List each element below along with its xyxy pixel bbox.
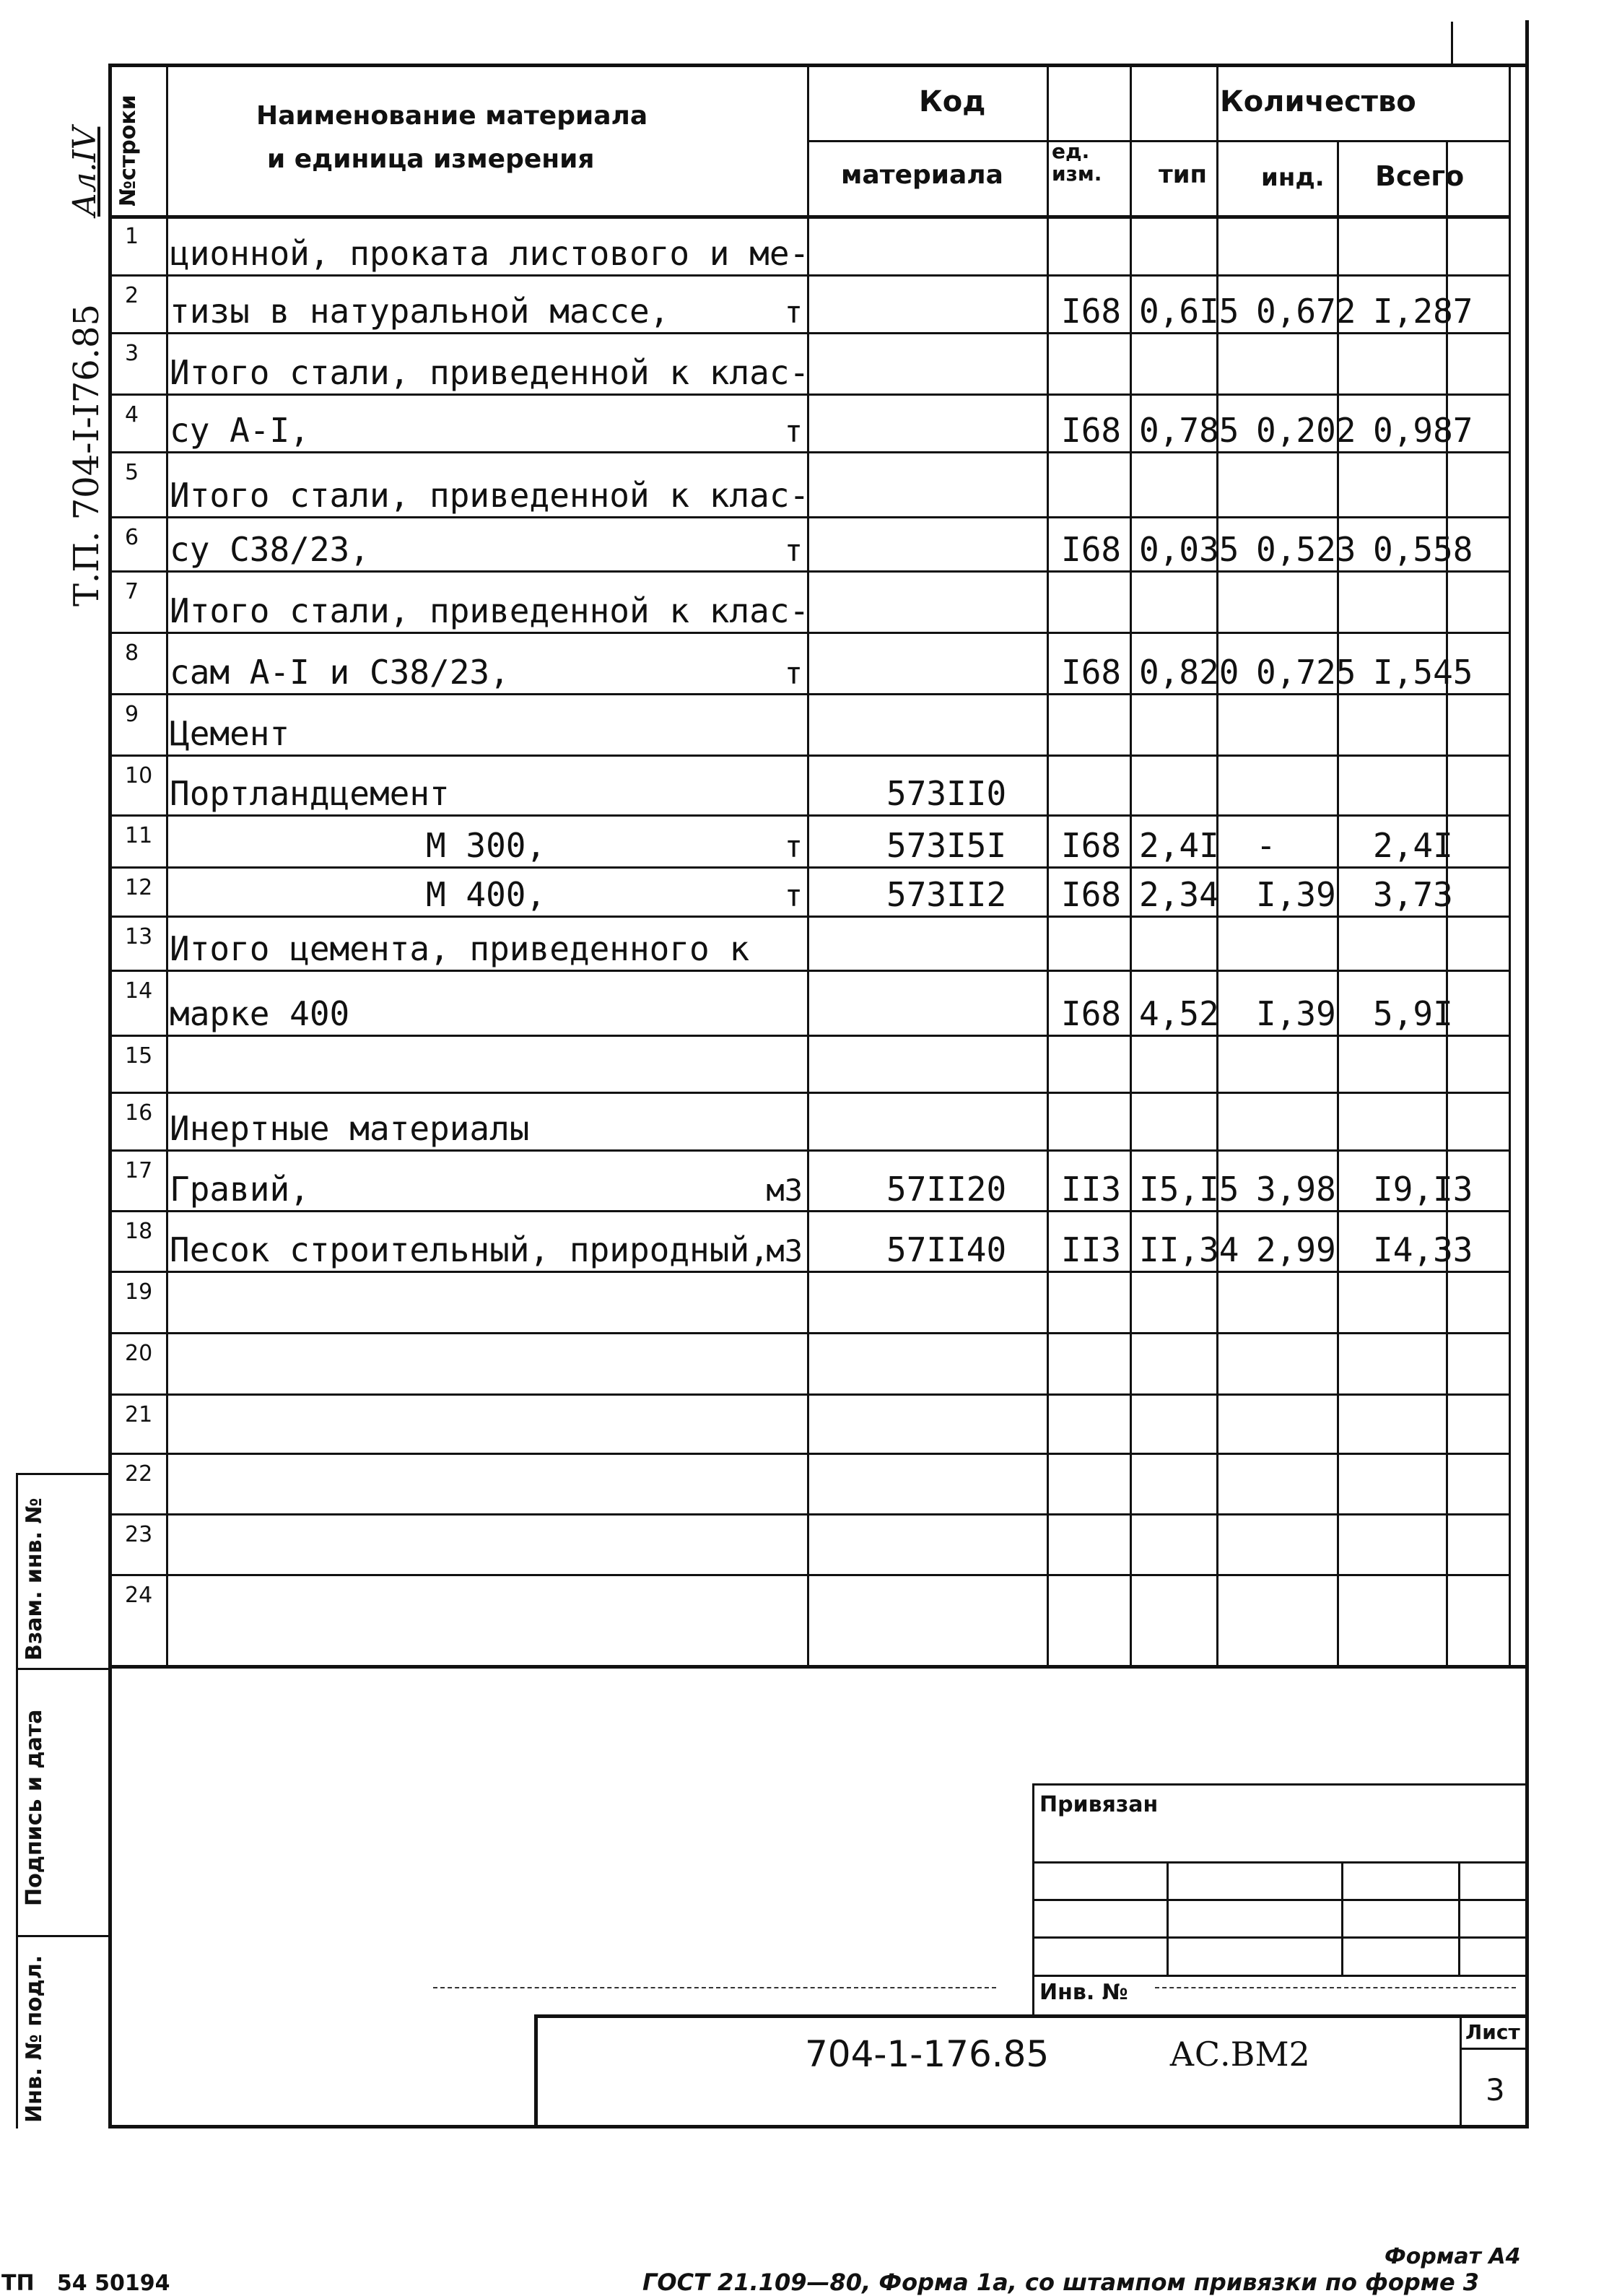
row-number: 3 bbox=[125, 341, 139, 366]
material-name: сам А-I и С38/23, bbox=[170, 653, 510, 692]
unit-code: I68 bbox=[1061, 653, 1122, 692]
row-number: 5 bbox=[125, 460, 139, 485]
row-number: 1 bbox=[125, 224, 139, 249]
header-name-line1: Наименование материала bbox=[256, 101, 648, 131]
label-list: Лист bbox=[1465, 2020, 1520, 2044]
label-privyazan: Привязан bbox=[1039, 1792, 1159, 1817]
material-code: 57II40 bbox=[886, 1230, 1007, 1269]
quantity-individual: 2,99 bbox=[1256, 1230, 1336, 1269]
quantity-total: 2,4I bbox=[1373, 826, 1453, 865]
quantity-individual: 0,672 bbox=[1256, 292, 1356, 331]
quantity-type: II,34 bbox=[1139, 1230, 1239, 1269]
quantity-type: 0,820 bbox=[1139, 653, 1239, 692]
row-number: 7 bbox=[125, 579, 139, 604]
material-name: марке 400 bbox=[170, 994, 350, 1033]
unit-code: I68 bbox=[1061, 530, 1122, 569]
quantity-type: 2,34 bbox=[1139, 875, 1219, 914]
row-number: 19 bbox=[125, 1279, 153, 1305]
material-code: 573I5I bbox=[886, 826, 1007, 865]
footer-left-code: ТП 54 50194 bbox=[1, 2271, 170, 2296]
binding-stamp bbox=[1032, 1783, 1527, 2014]
row-number: 22 bbox=[125, 1461, 153, 1487]
quantity-type: I5,I5 bbox=[1139, 1170, 1239, 1209]
quantity-type: 4,52 bbox=[1139, 994, 1219, 1033]
label-podpis-data: Подпись и дата bbox=[22, 1709, 47, 1906]
quantity-individual: 3,98 bbox=[1256, 1170, 1336, 1209]
unit-code: I68 bbox=[1061, 994, 1122, 1033]
label-inv-podl: Инв. № подл. bbox=[22, 1954, 47, 2123]
table-row bbox=[108, 1332, 1509, 1393]
quantity-total: I4,33 bbox=[1373, 1230, 1473, 1269]
material-name: Цемент bbox=[170, 714, 290, 753]
table-row bbox=[108, 1393, 1509, 1453]
label-inv-no: Инв. № bbox=[1039, 1980, 1128, 2005]
unit-code: I68 bbox=[1061, 826, 1122, 865]
header-code-material: материала bbox=[841, 160, 1003, 190]
quantity-type: 0,785 bbox=[1139, 411, 1239, 450]
quantity-total: I,545 bbox=[1373, 653, 1473, 692]
quantity-total: I,287 bbox=[1373, 292, 1473, 331]
material-name: М 300, bbox=[426, 826, 546, 865]
row-number: 16 bbox=[125, 1100, 153, 1126]
unit-code: I68 bbox=[1061, 875, 1122, 914]
header-code: Код bbox=[919, 85, 986, 118]
row-number: 20 bbox=[125, 1341, 153, 1366]
header-row-number: №строки bbox=[115, 95, 141, 206]
footer-gost: ГОСТ 21.109—80, Форма 1а, со штампом привязки по форме 3 bbox=[642, 2269, 1480, 2296]
table-row bbox=[108, 1513, 1509, 1574]
sheet-number: 3 bbox=[1486, 2072, 1505, 2108]
table-row bbox=[108, 1035, 1509, 1092]
row-number: 8 bbox=[125, 640, 139, 666]
unit-symbol: т bbox=[784, 878, 803, 913]
material-code: 57II20 bbox=[886, 1170, 1007, 1209]
unit-symbol: м3 bbox=[766, 1233, 803, 1269]
unit-code: I68 bbox=[1061, 292, 1122, 331]
unit-symbol: т bbox=[784, 414, 803, 449]
header-name-line2: и единица измерения bbox=[267, 144, 595, 174]
designation-number: 704-1-176.85 bbox=[805, 2033, 1050, 2075]
material-name: Песок строительный, природный, bbox=[170, 1230, 769, 1269]
table-row bbox=[108, 1453, 1509, 1513]
unit-symbol: м3 bbox=[766, 1173, 803, 1208]
material-name: Портландцемент bbox=[170, 774, 450, 813]
row-number: 2 bbox=[125, 283, 139, 308]
document-reference: Т.П. 704-I-I76.85 bbox=[66, 303, 107, 606]
label-vzam-inv: Взам. инв. № bbox=[22, 1497, 47, 1661]
row-number: 10 bbox=[125, 763, 153, 788]
unit-code: I68 bbox=[1061, 411, 1122, 450]
material-name: су А-I, bbox=[170, 411, 310, 450]
unit-symbol: т bbox=[784, 829, 803, 864]
material-name: су С38/23, bbox=[170, 530, 370, 569]
format-label: Формат А4 bbox=[1385, 2244, 1521, 2269]
table-row bbox=[108, 1574, 1509, 1665]
quantity-total: 0,987 bbox=[1373, 411, 1473, 450]
row-number: 14 bbox=[125, 978, 153, 1004]
unit-code: II3 bbox=[1061, 1170, 1122, 1209]
quantity-individual: 0,202 bbox=[1256, 411, 1356, 450]
row-number: 4 bbox=[125, 402, 139, 427]
material-name: ционной, проката листового и ме- bbox=[170, 234, 810, 273]
header-quantity: Количество bbox=[1220, 85, 1416, 118]
quantity-total: I9,I3 bbox=[1373, 1170, 1473, 1209]
quantity-total: 3,73 bbox=[1373, 875, 1453, 914]
material-name: М 400, bbox=[426, 875, 546, 914]
material-name: Гравий, bbox=[170, 1170, 310, 1209]
quantity-individual: 0,725 bbox=[1256, 653, 1356, 692]
table-row bbox=[108, 693, 1509, 755]
quantity-type: 0,6I5 bbox=[1139, 292, 1239, 331]
material-code: 573II2 bbox=[886, 875, 1007, 914]
header-type: тип bbox=[1159, 160, 1208, 189]
designation-code: АС.ВМ2 bbox=[1169, 2035, 1310, 2074]
table-row bbox=[108, 814, 1509, 866]
row-number: 15 bbox=[125, 1043, 153, 1069]
unit-code: II3 bbox=[1061, 1230, 1122, 1269]
quantity-type: 0,035 bbox=[1139, 530, 1239, 569]
row-number: 21 bbox=[125, 1402, 153, 1427]
row-number: 9 bbox=[125, 702, 139, 727]
quantity-total: 0,558 bbox=[1373, 530, 1473, 569]
row-number: 11 bbox=[125, 823, 153, 848]
album-number: Ал.IV bbox=[66, 126, 103, 217]
header-unit: ед. изм. bbox=[1052, 139, 1102, 186]
row-number: 6 bbox=[125, 525, 139, 550]
material-name: Итого цемента, приведенного к bbox=[170, 929, 750, 968]
row-number: 24 bbox=[125, 1583, 153, 1608]
header-total: Всего bbox=[1375, 160, 1465, 192]
row-number: 17 bbox=[125, 1158, 153, 1183]
material-name: Инертные материалы bbox=[170, 1109, 530, 1148]
row-number: 13 bbox=[125, 924, 153, 949]
quantity-individual: I,39 bbox=[1256, 875, 1336, 914]
quantity-individual: I,39 bbox=[1256, 994, 1336, 1033]
material-name: Итого стали, приведенной к клас- bbox=[170, 353, 810, 392]
row-number: 23 bbox=[125, 1522, 153, 1547]
table-row bbox=[108, 1271, 1509, 1332]
unit-symbol: т bbox=[784, 295, 803, 330]
unit-symbol: т bbox=[784, 533, 803, 568]
material-name: Итого стали, приведенной к клас- bbox=[170, 591, 810, 630]
row-number: 12 bbox=[125, 875, 153, 900]
header-individual: инд. bbox=[1261, 163, 1325, 192]
material-name: тизы в натуральной массе, bbox=[170, 292, 670, 331]
title-block bbox=[534, 2014, 1527, 2128]
quantity-type: 2,4I bbox=[1139, 826, 1219, 865]
quantity-individual: 0,523 bbox=[1256, 530, 1356, 569]
quantity-individual: - bbox=[1256, 826, 1276, 865]
unit-symbol: т bbox=[784, 656, 803, 691]
row-number: 18 bbox=[125, 1219, 153, 1244]
material-code: 573II0 bbox=[886, 774, 1007, 813]
material-name: Итого стали, приведенной к клас- bbox=[170, 476, 810, 515]
quantity-total: 5,9I bbox=[1373, 994, 1453, 1033]
